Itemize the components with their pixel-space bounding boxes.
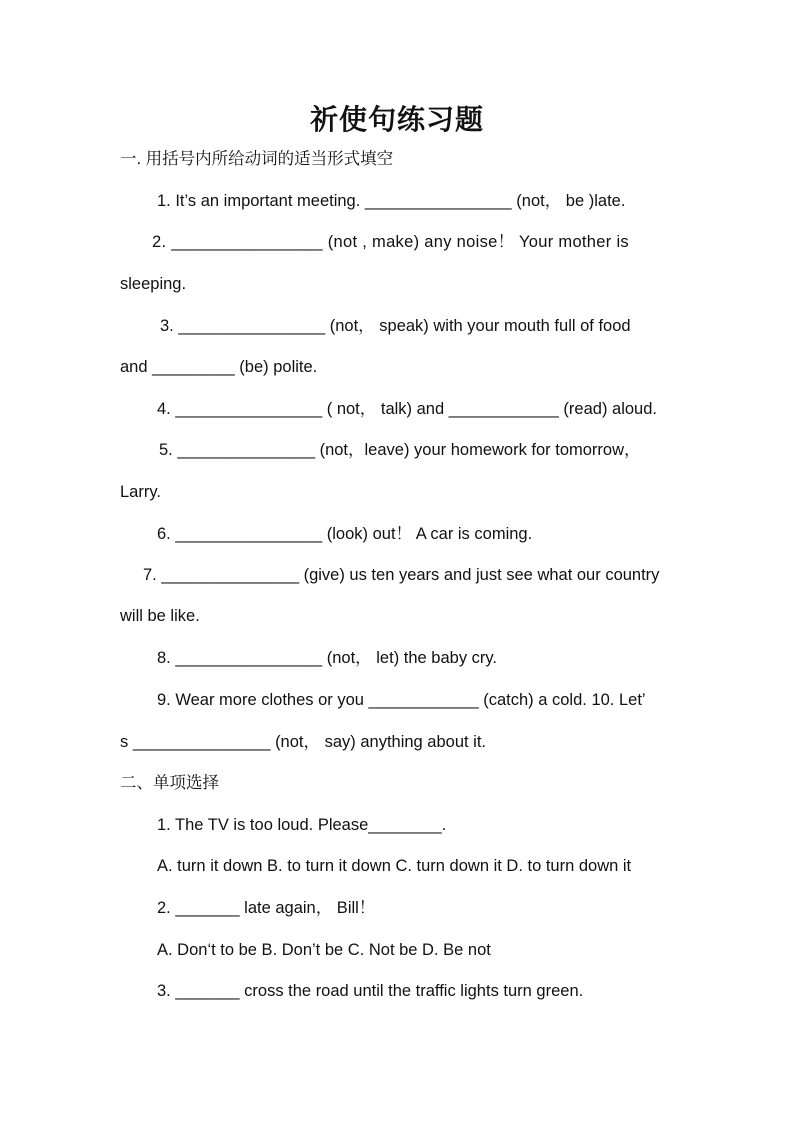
section1-heading: 一. 用括号内所给动词的适当形式填空 (120, 150, 394, 168)
section2-heading: 二、单项选择 (120, 774, 219, 792)
question-10: s _______________ (not， say) anything about it. (120, 733, 487, 751)
question-1: 1. It’s an important meeting. ________________ (not， be )late. (157, 192, 626, 210)
question-9: 9. Wear more clothes or you ____________ (catch) a cold. 10. Let’ (157, 691, 646, 709)
question-8: 8. ________________ (not， let) the baby cry. (157, 649, 498, 667)
question-3-line2: and _________ (be) polite. (120, 358, 318, 376)
choice-question-1-options: A. turn it down B. to turn it down C. turn down it D. to turn down it (157, 857, 632, 875)
choice-question-2-options: A. Don‘t to be B. Don’t be C. Not be D. Be not (157, 941, 491, 959)
question-7-line1: 7. _______________ (give) us ten years and just see what our country (143, 566, 660, 584)
question-2-line1: 2. ________________ (not , make) any noise！ Your mother is (152, 233, 629, 251)
question-6: 6. ________________ (look) out！ A car is coming. (157, 525, 533, 543)
question-2-line2: sleeping. (120, 275, 187, 293)
question-4: 4. ________________ ( not， talk) and ____________ (read) aloud. (157, 400, 657, 418)
choice-question-2: 2. _______ late again， Bill！ (157, 899, 376, 917)
question-5-line1: 5. _______________ (not，leave) your homework for tomorrow， (159, 441, 641, 459)
page-title: 祈使句练习题 (309, 103, 484, 136)
question-5-line2: Larry. (120, 483, 161, 501)
choice-question-3: 3. _______ cross the road until the traffic lights turn green. (157, 982, 584, 1000)
question-3-line1: 3. ________________ (not， speak) with your mouth full of food (160, 317, 631, 335)
question-7-line2: will be like. (120, 607, 200, 625)
choice-question-1: 1. The TV is too loud. Please________. (157, 816, 447, 834)
